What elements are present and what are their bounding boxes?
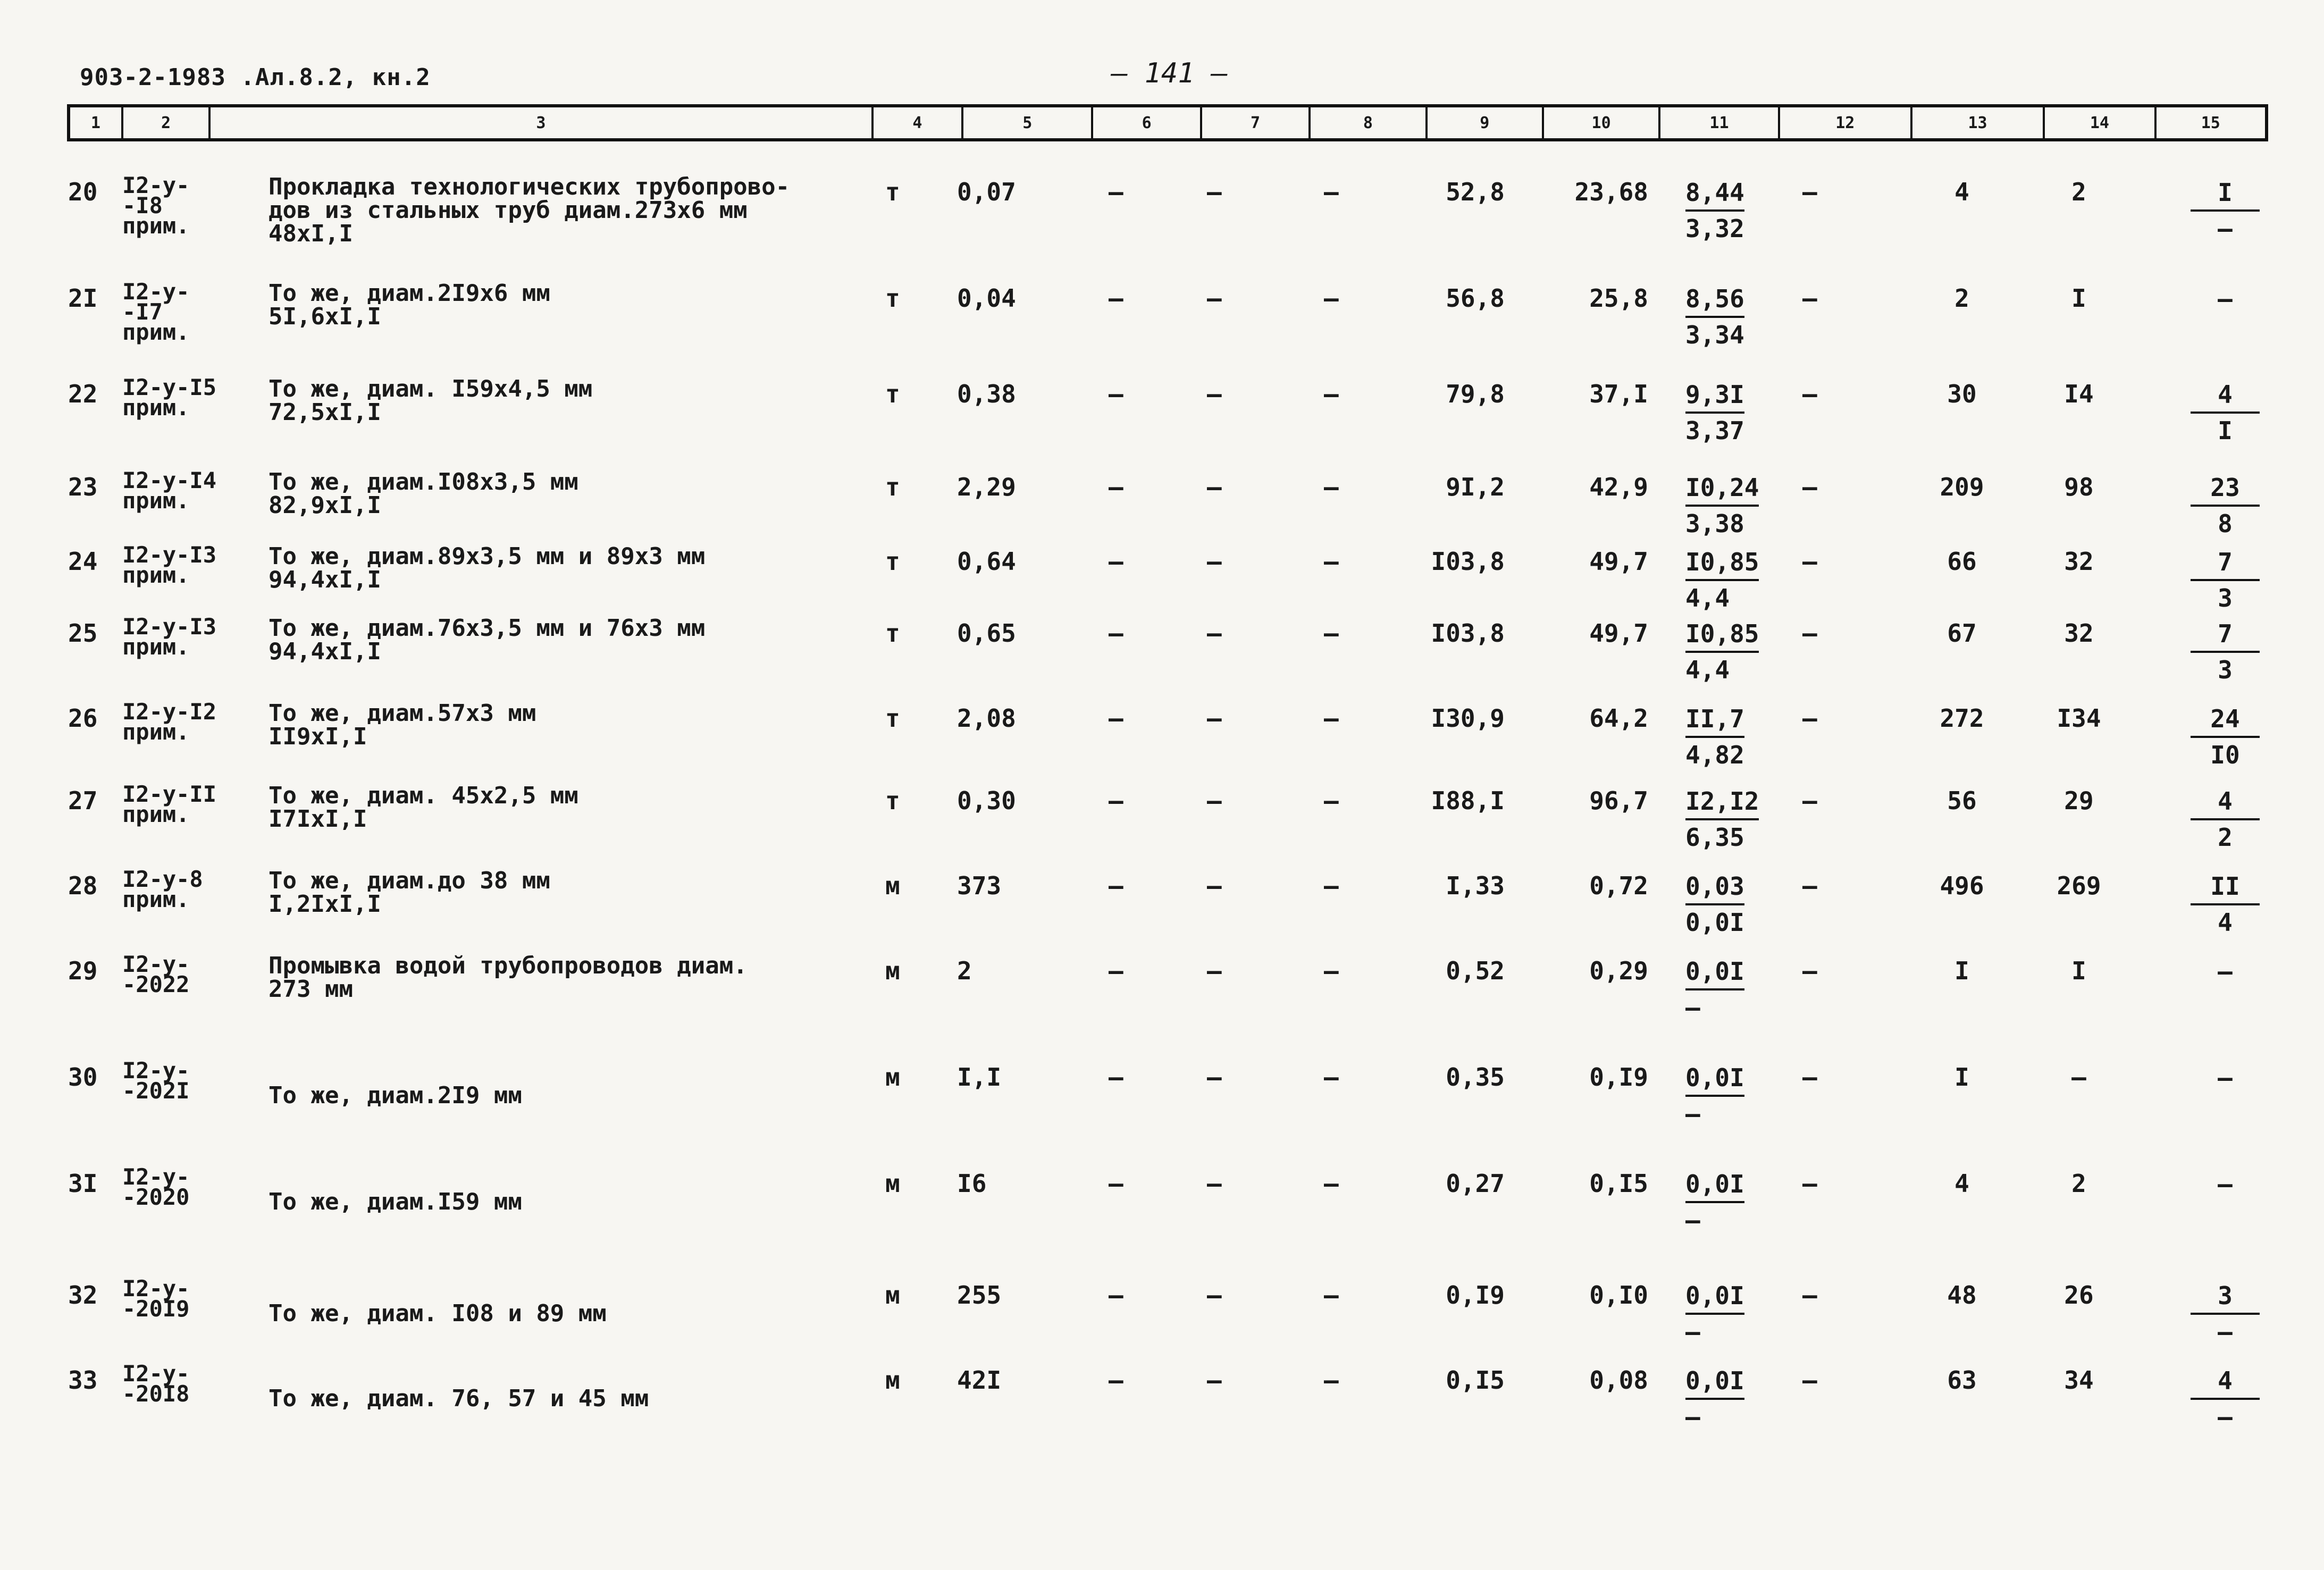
cell-c13: 48 — [1947, 1281, 1977, 1309]
cell-unit: м — [885, 1281, 900, 1309]
cell-c13: I — [1954, 1063, 1969, 1092]
cell-c8: – — [1324, 1281, 1339, 1309]
cell-c7: – — [1207, 1169, 1222, 1198]
cell-c11-fraction — [1685, 702, 1765, 772]
cell-c12: – — [1802, 786, 1817, 815]
cell-qty: 42I — [957, 1366, 1002, 1395]
cell-c9: 56,8 — [1446, 284, 1505, 313]
cell-unit: м — [885, 1366, 900, 1395]
fraction-denominator: 4,4 — [1685, 656, 1730, 684]
fraction-denominator: 3,38 — [1685, 509, 1744, 538]
cell-num: 22 — [68, 380, 98, 408]
column-header-3: 3 — [211, 107, 873, 138]
fraction-denominator: – — [1685, 1206, 1700, 1235]
cell-num: 2I — [68, 284, 98, 313]
fraction-denominator: 4,82 — [1685, 741, 1744, 769]
cell-c13: 67 — [1947, 619, 1977, 648]
cell-code: I2-у-I3 прим. — [122, 614, 217, 660]
cell-qty: 255 — [957, 1281, 1002, 1309]
fraction-denominator: 6,35 — [1685, 823, 1744, 852]
cell-c8: – — [1324, 380, 1339, 408]
column-header-12: 12 — [1780, 107, 1912, 138]
cell-c12: – — [1802, 1063, 1817, 1092]
cell-c9: I03,8 — [1431, 619, 1505, 648]
cell-desc: То же, диам.до 38 мм I,2IхI,I — [269, 867, 550, 918]
cell-desc: То же, диам.I59 мм — [269, 1188, 522, 1215]
cell-code: I2-у-I4 прим. — [122, 467, 217, 514]
cell-qty: 0,64 — [957, 547, 1016, 576]
cell-c14: 32 — [2064, 619, 2094, 648]
cell-unit: т — [885, 380, 900, 408]
cell-code: I2-у- -202I — [122, 1057, 190, 1104]
cell-c9: 79,8 — [1446, 380, 1505, 408]
cell-c11-fraction — [1685, 545, 1765, 615]
column-header-13: 13 — [1912, 107, 2045, 138]
cell-c10: 23,68 — [1574, 178, 1648, 206]
cell-c13: 63 — [1947, 1366, 1977, 1395]
fraction-numerator: 8,56 — [1685, 282, 1744, 318]
cell-num: 25 — [68, 619, 98, 648]
cell-c7: – — [1207, 619, 1222, 648]
cell-c14: 32 — [2064, 547, 2094, 576]
cell-c7: – — [1207, 871, 1222, 900]
cell-qty: 0,30 — [957, 786, 1016, 815]
fraction-denominator: I0 — [2210, 741, 2240, 769]
cell-c12: – — [1802, 1366, 1817, 1395]
fraction-denominator: 8 — [2218, 509, 2233, 538]
cell-c15-fraction — [2191, 377, 2260, 448]
cell-unit: т — [885, 473, 900, 501]
cell-desc: Прокладка технологических трубопрово- дов из стальных труб диам.273х6 мм 48хI,I — [269, 173, 790, 247]
cell-c14: 2 — [2071, 178, 2086, 206]
cell-unit: т — [885, 786, 900, 815]
cell-c7: – — [1207, 786, 1222, 815]
cell-c8: – — [1324, 1169, 1339, 1198]
cell-c15-fraction — [2191, 1167, 2260, 1201]
cell-c12: – — [1802, 284, 1817, 313]
fraction-denominator: 3,32 — [1685, 214, 1744, 243]
fraction-denominator: I — [2218, 416, 2233, 445]
cell-c13: 2 — [1954, 284, 1969, 313]
fraction-denominator: – — [2218, 1170, 2233, 1198]
cell-c8: – — [1324, 956, 1339, 985]
cell-desc: То же, диам. 45х2,5 мм I7IхI,I — [269, 782, 578, 833]
cell-c14: I — [2071, 956, 2086, 985]
column-header-15: 15 — [2201, 113, 2220, 132]
cell-c7: – — [1207, 956, 1222, 985]
cell-qty: 0,65 — [957, 619, 1016, 648]
cell-num: 26 — [68, 704, 98, 733]
cell-qty: 0,04 — [957, 284, 1016, 313]
cell-c12: – — [1802, 1169, 1817, 1198]
cell-c9: 52,8 — [1446, 178, 1505, 206]
fraction-numerator: 0,0I — [1685, 1061, 1744, 1097]
column-header-9: 9 — [1428, 107, 1544, 138]
cell-c13: 4 — [1954, 178, 1969, 206]
column-header-5: 5 — [963, 107, 1093, 138]
cell-unit: м — [885, 871, 900, 900]
column-header-2: 2 — [123, 107, 211, 138]
cell-num: 30 — [68, 1063, 98, 1092]
cell-unit: т — [885, 547, 900, 576]
cell-qty: 373 — [957, 871, 1002, 900]
cell-desc: Промывка водой трубопроводов диам. 273 мм — [269, 952, 748, 1003]
cell-c11-fraction — [1685, 1279, 1765, 1349]
fraction-denominator: – — [1685, 1403, 1700, 1431]
cell-c14: 29 — [2064, 786, 2094, 815]
cell-c7: – — [1207, 473, 1222, 501]
cell-c8: – — [1324, 786, 1339, 815]
cell-c13: 209 — [1940, 473, 1984, 501]
cell-desc: То же, диам.76х3,5 мм и 76х3 мм 94,4хI,I — [269, 615, 706, 665]
cell-c13: 56 — [1947, 786, 1977, 815]
fraction-denominator: 3 — [2218, 656, 2233, 684]
cell-c11-fraction — [1685, 617, 1765, 687]
cell-num: 33 — [68, 1366, 98, 1395]
cell-unit: м — [885, 956, 900, 985]
cell-c7: – — [1207, 284, 1222, 313]
fraction-denominator: – — [2218, 1063, 2233, 1092]
cell-c9: I30,9 — [1431, 704, 1505, 733]
cell-desc: То же, диам. 76, 57 и 45 мм — [269, 1385, 649, 1412]
cell-c14: 98 — [2064, 473, 2094, 501]
cell-c14: 34 — [2064, 1366, 2094, 1395]
cell-c14: 26 — [2064, 1281, 2094, 1309]
fraction-numerator: I0,85 — [1685, 617, 1759, 653]
cell-c15-fraction — [2191, 282, 2260, 316]
cell-code: I2-у-I3 прим. — [122, 542, 217, 588]
cell-c10: 0,29 — [1589, 956, 1648, 985]
cell-c15-fraction — [2191, 545, 2260, 615]
column-header-4: 4 — [874, 107, 964, 138]
page-number: — 141 — — [1111, 57, 1228, 89]
cell-c11-fraction — [1685, 954, 1765, 1025]
cell-c15-fraction — [2191, 784, 2260, 854]
cell-c10: 0,08 — [1589, 1366, 1648, 1395]
fraction-numerator: 7 — [2191, 617, 2260, 653]
fraction-denominator: – — [1685, 1317, 1700, 1346]
fraction-numerator: I0,24 — [1685, 471, 1759, 507]
cell-num: 20 — [68, 178, 98, 206]
column-header-14: 14 — [2045, 107, 2156, 138]
cell-desc: То же, диам.I08х3,5 мм 82,9хI,I — [269, 468, 578, 519]
cell-c8: – — [1324, 284, 1339, 313]
cell-c6: – — [1109, 380, 1123, 408]
cell-c13: I — [1954, 956, 1969, 985]
cell-code: I2-у-8 прим. — [122, 866, 203, 912]
cell-c11-fraction — [1685, 869, 1765, 939]
fraction-denominator: – — [1685, 993, 1700, 1022]
cell-desc: То же, диам. I59х4,5 мм 72,5хI,I — [269, 375, 593, 426]
fraction-numerator: 0,0I — [1685, 1364, 1744, 1400]
cell-c12: – — [1802, 547, 1817, 576]
cell-c12: – — [1802, 871, 1817, 900]
cell-num: 29 — [68, 956, 98, 985]
cell-c6: – — [1109, 178, 1123, 206]
cell-desc: То же, диам.2I9 мм — [269, 1082, 522, 1109]
cell-c10: 64,2 — [1589, 704, 1648, 733]
cell-c14: I — [2071, 284, 2086, 313]
cell-num: 27 — [68, 786, 98, 815]
cell-c8: – — [1324, 547, 1339, 576]
cell-c12: – — [1802, 956, 1817, 985]
cell-qty: 0,07 — [957, 178, 1016, 206]
cell-qty: I6 — [957, 1169, 987, 1198]
fraction-numerator: I — [2191, 175, 2260, 212]
cell-c7: – — [1207, 1366, 1222, 1395]
cell-c15-fraction — [2191, 1364, 2260, 1434]
cell-num: 23 — [68, 473, 98, 501]
cell-c6: – — [1109, 547, 1123, 576]
cell-code: I2-у-I5 прим. — [122, 374, 217, 421]
cell-c7: – — [1207, 380, 1222, 408]
cell-qty: 2 — [957, 956, 972, 985]
cell-c8: – — [1324, 619, 1339, 648]
cell-c15-fraction — [2191, 869, 2260, 939]
cell-c6: – — [1109, 704, 1123, 733]
cell-c11-fraction — [1685, 175, 1765, 246]
cell-code: I2-у- -2020 — [122, 1164, 190, 1210]
cell-c10: 42,9 — [1589, 473, 1648, 501]
fraction-denominator: – — [2218, 1403, 2233, 1431]
fraction-numerator: 0,0I — [1685, 954, 1744, 990]
cell-c8: – — [1324, 1366, 1339, 1395]
fraction-denominator: 2 — [2218, 823, 2233, 852]
cell-code: I2-у- -20I8 — [122, 1361, 190, 1407]
cell-c6: – — [1109, 956, 1123, 985]
cell-unit: т — [885, 704, 900, 733]
column-header-11: 11 — [1660, 107, 1780, 138]
cell-c8: – — [1324, 473, 1339, 501]
cell-qty: I,I — [957, 1063, 1002, 1092]
column-header-10: 10 — [1544, 107, 1660, 138]
cell-c13: 66 — [1947, 547, 1977, 576]
cell-c15-fraction — [2191, 175, 2260, 246]
cell-c9: 0,27 — [1446, 1169, 1505, 1198]
cell-desc: То же, диам.2I9х6 мм 5I,6хI,I — [269, 280, 550, 330]
cell-num: 32 — [68, 1281, 98, 1309]
fraction-denominator: 0,0I — [1685, 908, 1744, 937]
cell-c9: 0,I5 — [1446, 1366, 1505, 1395]
fraction-numerator: II — [2191, 869, 2260, 905]
cell-c14: 269 — [2057, 871, 2101, 900]
cell-num: 3I — [68, 1169, 98, 1198]
cell-c6: – — [1109, 1169, 1123, 1198]
cell-c10: 49,7 — [1589, 619, 1648, 648]
cell-c7: – — [1207, 704, 1222, 733]
fraction-numerator: 7 — [2191, 545, 2260, 581]
cell-unit: т — [885, 619, 900, 648]
cell-unit: т — [885, 284, 900, 313]
cell-c14: 2 — [2071, 1169, 2086, 1198]
cell-c9: 0,52 — [1446, 956, 1505, 985]
cell-c11-fraction — [1685, 471, 1765, 541]
cell-c8: – — [1324, 871, 1339, 900]
cell-c9: I88,I — [1431, 786, 1505, 815]
fraction-denominator: – — [2218, 957, 2233, 986]
fraction-numerator: 23 — [2191, 471, 2260, 507]
cell-qty: 2,08 — [957, 704, 1016, 733]
cell-c11-fraction — [1685, 1364, 1765, 1434]
fraction-denominator: 3,37 — [1685, 416, 1744, 445]
cell-c6: – — [1109, 1063, 1123, 1092]
fraction-numerator: 4 — [2191, 1364, 2260, 1400]
cell-c8: – — [1324, 178, 1339, 206]
cell-c10: 0,I5 — [1589, 1169, 1648, 1198]
cell-c9: 0,I9 — [1446, 1281, 1505, 1309]
cell-c9: 9I,2 — [1446, 473, 1505, 501]
fraction-numerator: 9,3I — [1685, 377, 1744, 414]
cell-desc: То же, диам.57х3 мм II9хI,I — [269, 700, 536, 750]
fraction-numerator: I0,85 — [1685, 545, 1759, 581]
fraction-denominator: – — [1685, 1099, 1700, 1128]
cell-c6: – — [1109, 619, 1123, 648]
cell-c8: – — [1324, 1063, 1339, 1092]
column-header-1: 1 — [70, 107, 123, 138]
fraction-numerator: 8,44 — [1685, 175, 1744, 212]
cell-unit: т — [885, 178, 900, 206]
cell-code: I2-у- -I8 прим. — [122, 172, 190, 239]
cell-c10: 49,7 — [1589, 547, 1648, 576]
column-header-row — [67, 104, 2268, 141]
cell-c15-fraction — [2191, 471, 2260, 541]
cell-c15-fraction — [2191, 1061, 2260, 1095]
fraction-numerator: 24 — [2191, 702, 2260, 738]
cell-c10: 0,I9 — [1589, 1063, 1648, 1092]
cell-c14: I4 — [2064, 380, 2094, 408]
cell-unit: м — [885, 1169, 900, 1198]
fraction-denominator: – — [2218, 284, 2233, 313]
cell-c6: – — [1109, 284, 1123, 313]
fraction-numerator: II,7 — [1685, 702, 1744, 738]
document-code: 903-2-1983 .Ал.8.2, кн.2 — [80, 64, 431, 91]
cell-c8: – — [1324, 704, 1339, 733]
cell-c11-fraction — [1685, 784, 1765, 854]
cell-c12: – — [1802, 1281, 1817, 1309]
cell-c15-fraction — [2191, 702, 2260, 772]
fraction-numerator: 0,03 — [1685, 869, 1744, 905]
fraction-denominator: 3,34 — [1685, 321, 1744, 349]
column-header-6: 6 — [1093, 107, 1202, 138]
cell-desc: То же, диам.89х3,5 мм и 89х3 мм 94,4хI,I — [269, 543, 706, 593]
cell-c10: 25,8 — [1589, 284, 1648, 313]
fraction-denominator: – — [2218, 214, 2233, 243]
cell-c7: – — [1207, 178, 1222, 206]
cell-c15-fraction — [2191, 617, 2260, 687]
fraction-numerator: 0,0I — [1685, 1167, 1744, 1203]
fraction-numerator: I2,I2 — [1685, 784, 1759, 820]
cell-c12: – — [1802, 473, 1817, 501]
column-header-8: 8 — [1311, 107, 1427, 138]
cell-c13: 496 — [1940, 871, 1984, 900]
cell-c10: 37,I — [1589, 380, 1648, 408]
cell-c6: – — [1109, 786, 1123, 815]
fraction-numerator: 0,0I — [1685, 1279, 1744, 1315]
cell-code: I2-у-II прим. — [122, 781, 217, 827]
cell-c9: I03,8 — [1431, 547, 1505, 576]
cell-c14: – — [2071, 1063, 2086, 1092]
cell-c13: 30 — [1947, 380, 1977, 408]
cell-c10: 0,72 — [1589, 871, 1648, 900]
cell-c6: – — [1109, 1366, 1123, 1395]
fraction-numerator: 4 — [2191, 784, 2260, 820]
cell-c11-fraction — [1685, 1061, 1765, 1131]
cell-c6: – — [1109, 473, 1123, 501]
cell-c12: – — [1802, 380, 1817, 408]
cell-qty: 2,29 — [957, 473, 1016, 501]
cell-c7: – — [1207, 1063, 1222, 1092]
cell-c13: 272 — [1940, 704, 1984, 733]
fraction-denominator: 4,4 — [1685, 584, 1730, 612]
column-header-7: 7 — [1202, 107, 1311, 138]
cell-c9: I,33 — [1446, 871, 1505, 900]
cell-num: 28 — [68, 871, 98, 900]
cell-c13: 4 — [1954, 1169, 1969, 1198]
cell-c14: I34 — [2057, 704, 2101, 733]
cell-num: 24 — [68, 547, 98, 576]
cell-code: I2-у-I2 прим. — [122, 699, 217, 745]
cell-c12: – — [1802, 619, 1817, 648]
cell-desc: То же, диам. I08 и 89 мм — [269, 1300, 607, 1327]
cell-c12: – — [1802, 704, 1817, 733]
cell-c7: – — [1207, 1281, 1222, 1309]
cell-c6: – — [1109, 1281, 1123, 1309]
cell-c6: – — [1109, 871, 1123, 900]
cell-qty: 0,38 — [957, 380, 1016, 408]
fraction-numerator: 4 — [2191, 377, 2260, 414]
cell-c15-fraction — [2191, 954, 2260, 988]
fraction-denominator: 3 — [2218, 584, 2233, 612]
fraction-denominator: 4 — [2218, 908, 2233, 937]
cell-c15-fraction — [2191, 1279, 2260, 1349]
cell-unit: м — [885, 1063, 900, 1092]
cell-c9: 0,35 — [1446, 1063, 1505, 1092]
cell-code: I2-у- -I7 прим. — [122, 279, 190, 345]
fraction-numerator: 3 — [2191, 1279, 2260, 1315]
cell-code: I2-у- -2022 — [122, 951, 190, 997]
cell-c11-fraction — [1685, 1167, 1765, 1237]
cell-c11-fraction — [1685, 282, 1765, 352]
cell-code: I2-у- -20I9 — [122, 1275, 190, 1322]
cell-c10: 96,7 — [1589, 786, 1648, 815]
cell-c10: 0,I0 — [1589, 1281, 1648, 1309]
cell-c7: – — [1207, 547, 1222, 576]
cell-c11-fraction — [1685, 377, 1765, 448]
fraction-denominator: – — [2218, 1317, 2233, 1346]
cell-c12: – — [1802, 178, 1817, 206]
